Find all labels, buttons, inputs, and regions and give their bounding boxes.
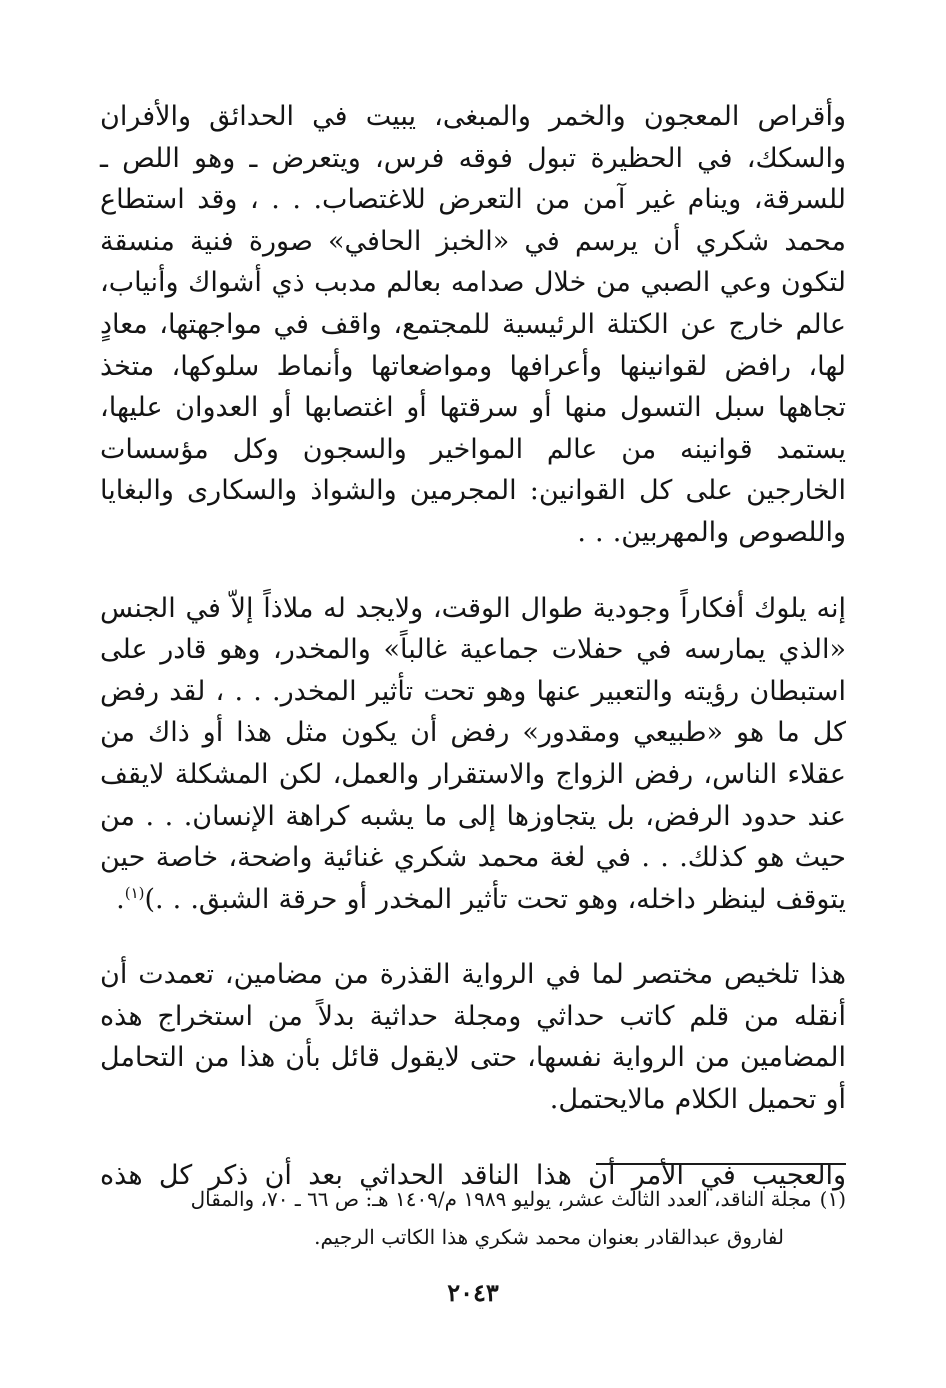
book-page: [100, 0, 846, 1388]
paragraph-2-tail: .: [116, 883, 125, 915]
paragraph-2-text: إنه يلوك أفكاراً وجودية طوال الوقت، ولايجد له ملاذاً إلاّ في الجنس «الذي يمارسه في حفلات جماعية غالباً» والمخدر، وهو قادر على استبطان رؤيته والتعبير عنها وهو تحت تأثير المخدر. . . ، لقد رفض كل ما هو «طبيعي ومقدور» رفض أن يكون مثل هذا أو ذاك من عقلاء الناس، رفض الزواج والاستقرار والعمل، لكن المشكلة لايقف عند حدود الرفض، بل يتجاوزها إلى ما يشبه كراهة الإنسان. . . من حيث هو كذلك. . . في لغة محمد شكري غنائية واضحة، خاصة حين يتوقف لينظر داخله، وهو تحت تأثير المخدر أو حرقة الشبق. . .): [100, 592, 846, 915]
page-number: ٢٠٤٣: [447, 1278, 499, 1307]
footnote-reference: (١): [124, 883, 145, 902]
paragraph-1: وأقراص المعجون والخمر والمبغى، يبيت في الحدائق والأفران والسكك، في الحظيرة تبول فوقه فرس، ويتعرض ـ وهو اللص ـ للسرقة، وينام غير آمن من التعرض للاغتصاب. . . ، وقد استطاع محمد شكري أن يرسم في «الخبز الحافي» صورة فنية منسقة لتكون وعي الصبي من خلال صدامه بعالم مدبب ذي أشواك وأنياب، عالم خارج عن الكتلة الرئيسية للمجتمع، واقف في مواجهتها، معادٍ لها، رافض لقوانينها وأعرافها ومواضعاتها وأنماط سلوكها، متخذ تجاهها سبل التسول منها أو سرقتها أو اغتصابها أو العدوان عليها، يستمد قوانينه من عالم المواخير والسجون وكل مؤسسات الخارجين على كل القوانين: المجرمين والشواذ والسكارى والبغايا واللصوص والمهربين. . .: [100, 101, 846, 548]
paragraph-4: والعجيب في الأمر أن هذا الناقد الحداثي بعد أن ذكر كل هذه: [100, 1159, 846, 1191]
footnote-line-2: لفاروق عبدالقادر بعنوان محمد شكري هذا الكاتب الرجيم.: [314, 1225, 784, 1249]
paragraph-2: [100, 588, 846, 921]
body-text: [100, 96, 846, 1196]
footnote-line-1: مجلة الناقد، العدد الثالث عشر، يوليو ١٩٨٩ م/١٤٠٩ هـ: ص ٦٦ ـ ٧٠، والمقال: [190, 1187, 812, 1211]
footnote-separator: [596, 1163, 846, 1165]
footnote-number: (١): [819, 1187, 846, 1211]
footnote: [100, 1180, 846, 1256]
paragraph-3: هذا تلخيص مختصر لما في الرواية القذرة من مضامين، تعمدت أن أنقله من قلم كاتب حداثي ومجلة حداثية بدلاً من استخراج هذه المضامين من الرواية نفسها، حتى لايقول قائل بأن هذا من التحامل أو تحميل الكلام مالايحتمل.: [100, 959, 846, 1116]
